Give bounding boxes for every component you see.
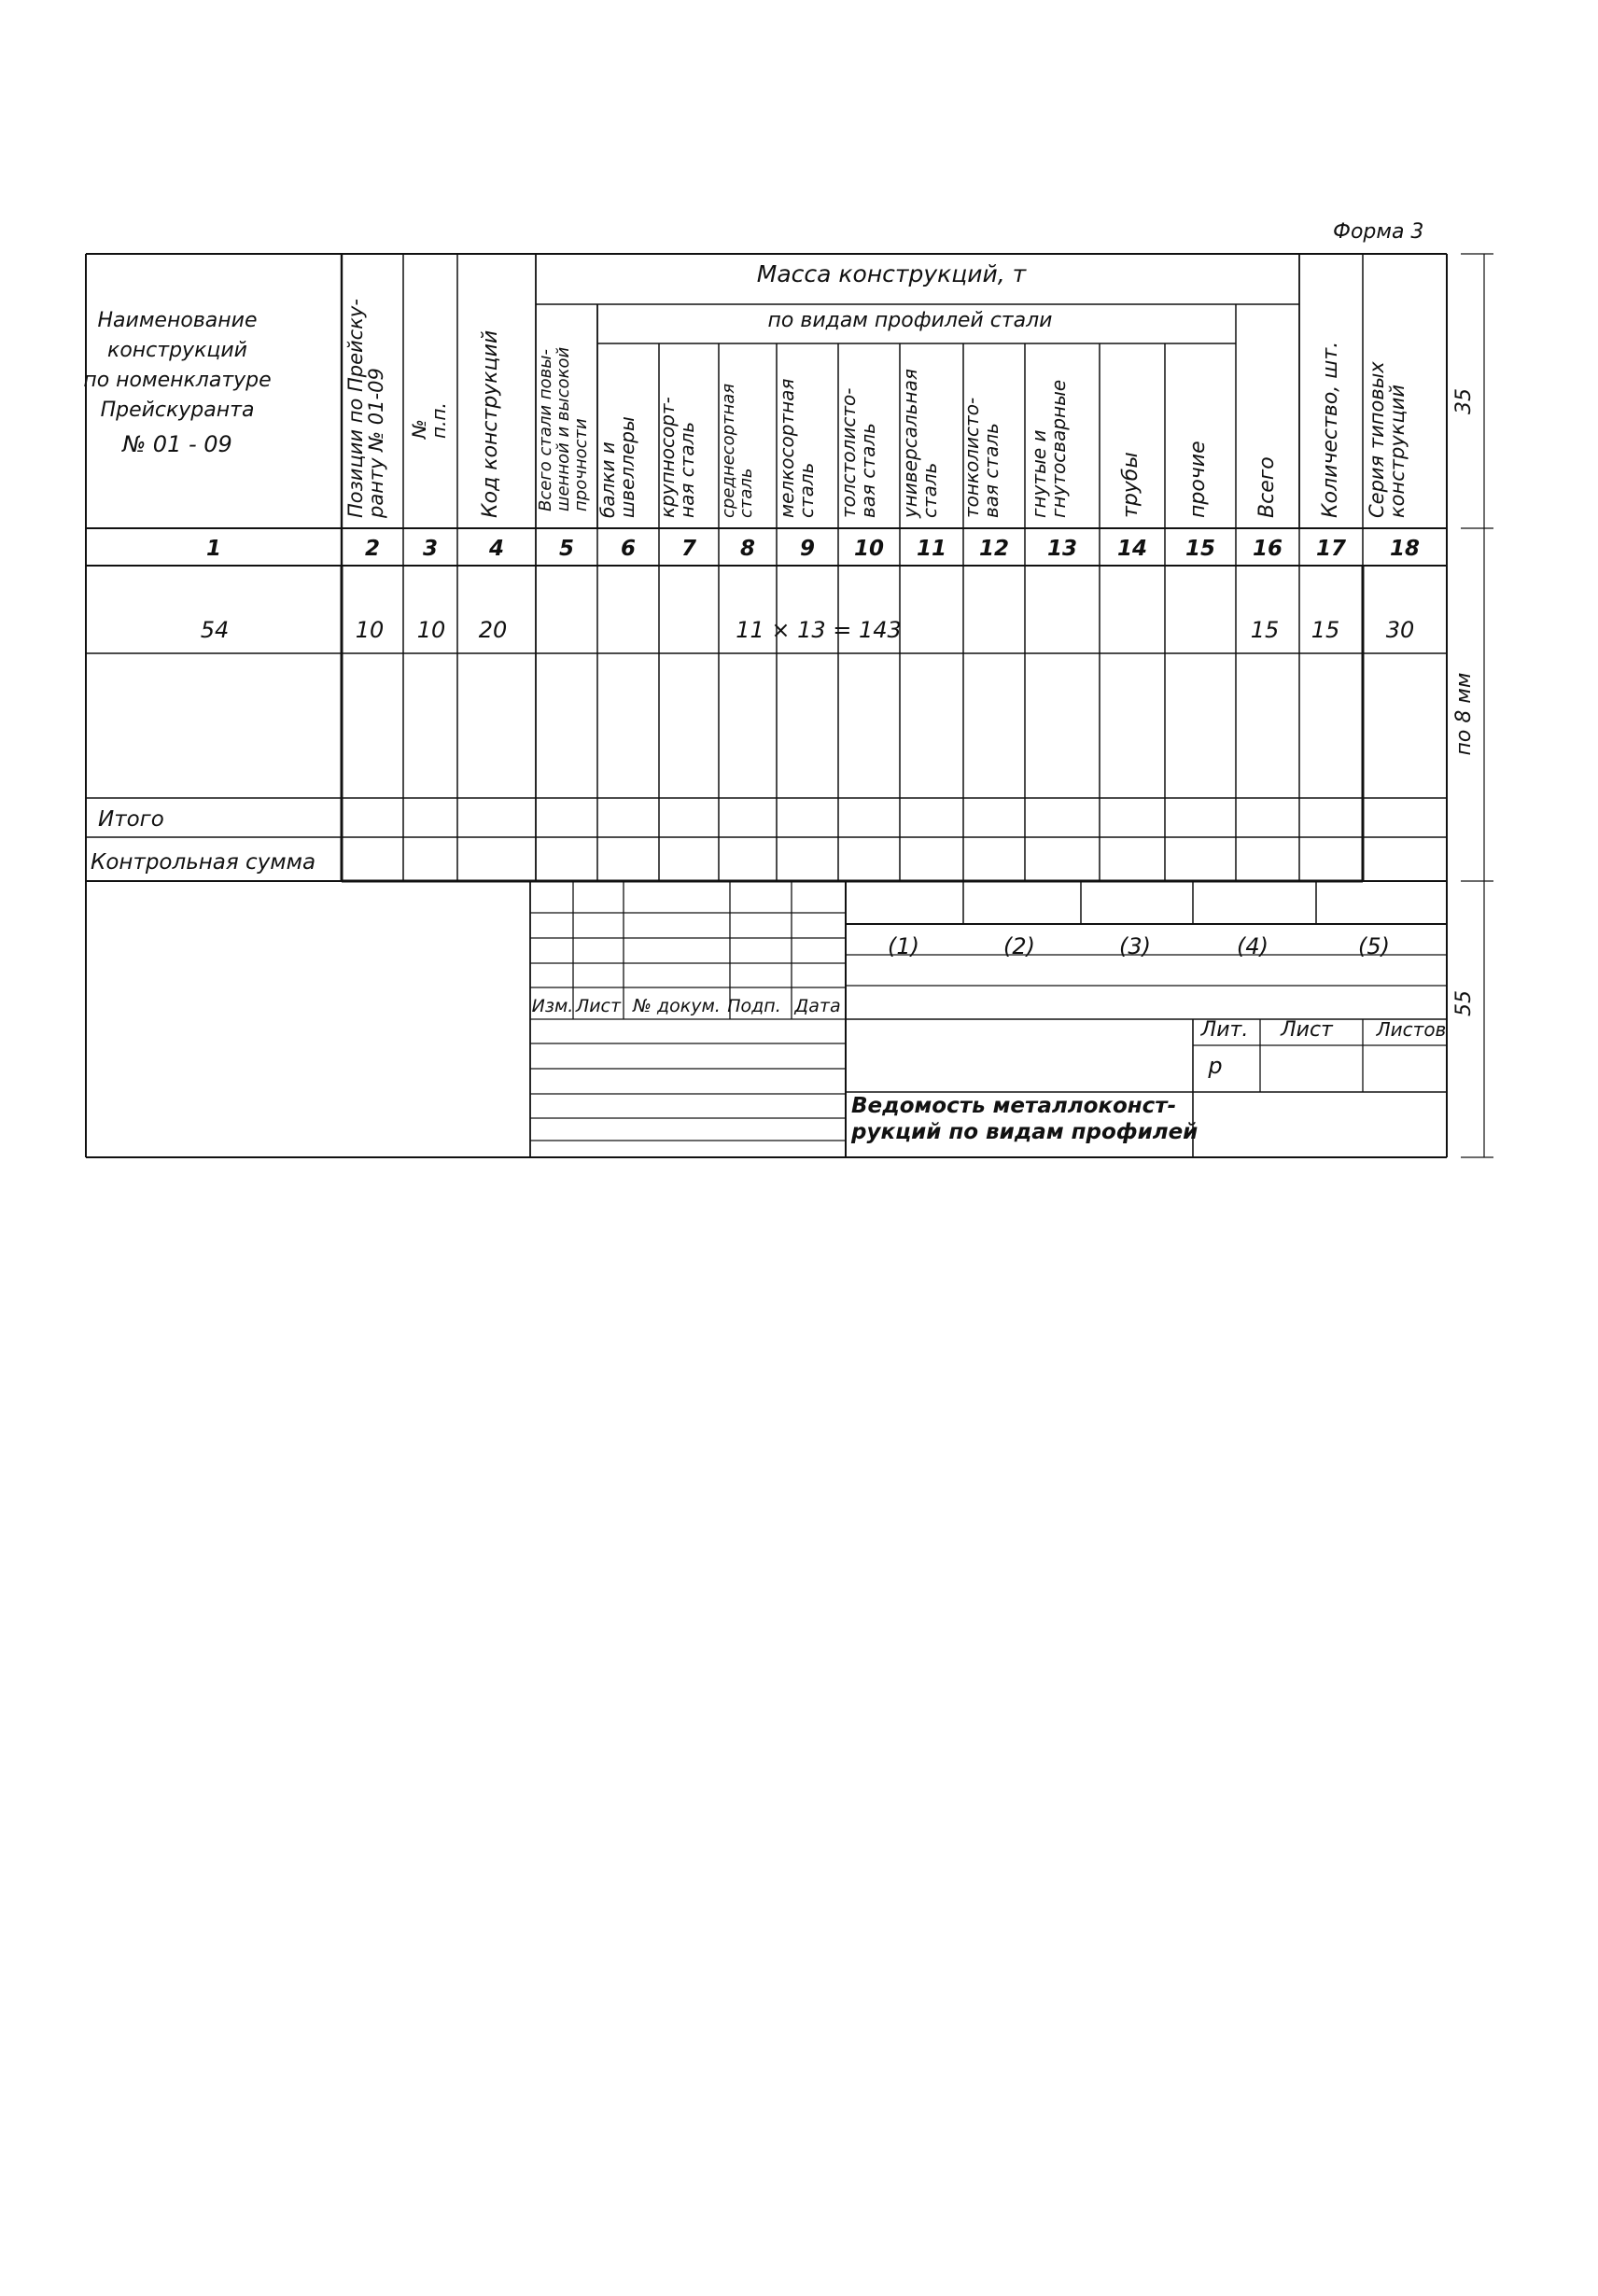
column-number: 18 bbox=[1389, 537, 1421, 561]
column-number: 4 bbox=[488, 537, 505, 561]
column-number: 7 bbox=[680, 537, 697, 561]
stamp-change-columns bbox=[532, 996, 841, 1016]
column-number: 2 bbox=[364, 537, 381, 561]
column-number: 3 bbox=[422, 537, 439, 561]
svg-text:Дата: Дата bbox=[794, 996, 841, 1016]
column-number: 14 bbox=[1116, 537, 1148, 561]
stamp-lit-label: Лит. bbox=[1200, 1018, 1249, 1042]
col5-high-strength-header: Всего стали повы-шенной и высокойпрочности bbox=[536, 346, 591, 511]
svg-text:Лист: Лист bbox=[575, 996, 622, 1016]
svg-text:20: 20 bbox=[478, 617, 508, 643]
column-number: 17 bbox=[1315, 537, 1347, 561]
svg-text:(1): (1) bbox=[888, 933, 919, 959]
column-number: 8 bbox=[739, 537, 756, 561]
svg-text:11 × 13 = 143: 11 × 13 = 143 bbox=[736, 617, 902, 643]
svg-text:(5): (5) bbox=[1358, 933, 1390, 959]
stamp-sheets-label: Листов bbox=[1376, 1018, 1447, 1041]
col13-bent-header: гнутые игнутосварные bbox=[1028, 379, 1070, 518]
svg-text:10: 10 bbox=[355, 617, 385, 643]
column-number: 10 bbox=[853, 537, 885, 561]
stamp-lit-value: р bbox=[1208, 1053, 1223, 1079]
column-number: 12 bbox=[978, 537, 1010, 561]
col4-code-header: Код конструкций bbox=[479, 329, 502, 518]
col2-positions-header: Позиции по Прейску-ранту № 01-09 bbox=[344, 299, 388, 518]
column-number: 1 bbox=[205, 537, 222, 561]
col7-large-section-header: крупносорт-ная сталь bbox=[656, 397, 698, 518]
dimension-bottom: 55 bbox=[1452, 990, 1476, 1016]
width-row bbox=[201, 617, 1415, 643]
svg-text:(3): (3) bbox=[1119, 933, 1151, 959]
col15-other-header: прочие bbox=[1186, 441, 1210, 518]
mass-title: Масса конструкций, т bbox=[756, 260, 1027, 287]
column-number-row bbox=[206, 537, 1420, 561]
col3-number-header: №п.п. bbox=[408, 402, 450, 439]
col12-thin-sheet-header: тонколисто-вая сталь bbox=[960, 397, 1002, 518]
column-number: 11 bbox=[916, 537, 947, 561]
col16-total-header: Всего bbox=[1255, 456, 1279, 518]
form-label: Форма 3 bbox=[1333, 220, 1424, 244]
svg-text:(2): (2) bbox=[1003, 933, 1035, 959]
col10-thick-sheet-header: толстолисто-вая сталь bbox=[837, 387, 879, 518]
svg-text:Подп.: Подп. bbox=[727, 996, 781, 1016]
col14-pipes-header: трубы bbox=[1119, 452, 1142, 518]
checksum-row-label: Контрольная сумма bbox=[91, 850, 316, 875]
col6-beams-header: балки ишвеллеры bbox=[596, 416, 638, 518]
svg-text:№ 01 - 09: № 01 - 09 bbox=[122, 431, 232, 457]
svg-text:(4): (4) bbox=[1237, 933, 1269, 959]
dimension-middle: по 8 мм bbox=[1452, 672, 1476, 756]
stamp-title-line1: Ведомость металлоконст- bbox=[851, 1094, 1177, 1118]
svg-text:по номенклатуре: по номенклатуре bbox=[83, 369, 272, 392]
column-number: 16 bbox=[1252, 537, 1283, 561]
column-number: 9 bbox=[799, 537, 816, 561]
column-number: 6 bbox=[620, 537, 637, 561]
col9-small-section-header: мелкосортнаясталь bbox=[776, 378, 818, 518]
column-number: 13 bbox=[1046, 537, 1078, 561]
svg-text:Изм.: Изм. bbox=[531, 996, 574, 1016]
svg-text:Прейскуранта: Прейскуранта bbox=[100, 399, 255, 422]
svg-text:10: 10 bbox=[416, 617, 446, 643]
col11-universal-header: универсальнаясталь bbox=[899, 369, 941, 518]
column-number: 5 bbox=[558, 537, 575, 561]
col18-series-header: Серия типовыхконструкций bbox=[1366, 361, 1409, 518]
profiles-subtitle: по видам профилей стали bbox=[767, 309, 1053, 332]
stamp-title-line2: рукций по видам профилей bbox=[851, 1120, 1198, 1144]
svg-text:15: 15 bbox=[1250, 617, 1280, 643]
dimension-top: 35 bbox=[1452, 388, 1476, 414]
stamp-sheet-label: Лист bbox=[1281, 1018, 1333, 1042]
total-row-label: Итого bbox=[98, 807, 164, 832]
svg-text:30: 30 bbox=[1385, 617, 1415, 643]
col8-medium-section-header: среднесортнаясталь bbox=[719, 383, 756, 518]
name-column-header bbox=[83, 309, 271, 457]
svg-text:Наименование: Наименование bbox=[97, 309, 258, 332]
svg-text:54: 54 bbox=[200, 617, 230, 643]
svg-text:конструкций: конструкций bbox=[107, 339, 247, 362]
svg-text:№ докум.: № докум. bbox=[633, 996, 721, 1016]
column-number: 15 bbox=[1184, 537, 1216, 561]
col17-quantity-header: Количество, шт. bbox=[1319, 341, 1342, 518]
svg-text:15: 15 bbox=[1311, 617, 1340, 643]
stamp-refs bbox=[888, 933, 1390, 959]
